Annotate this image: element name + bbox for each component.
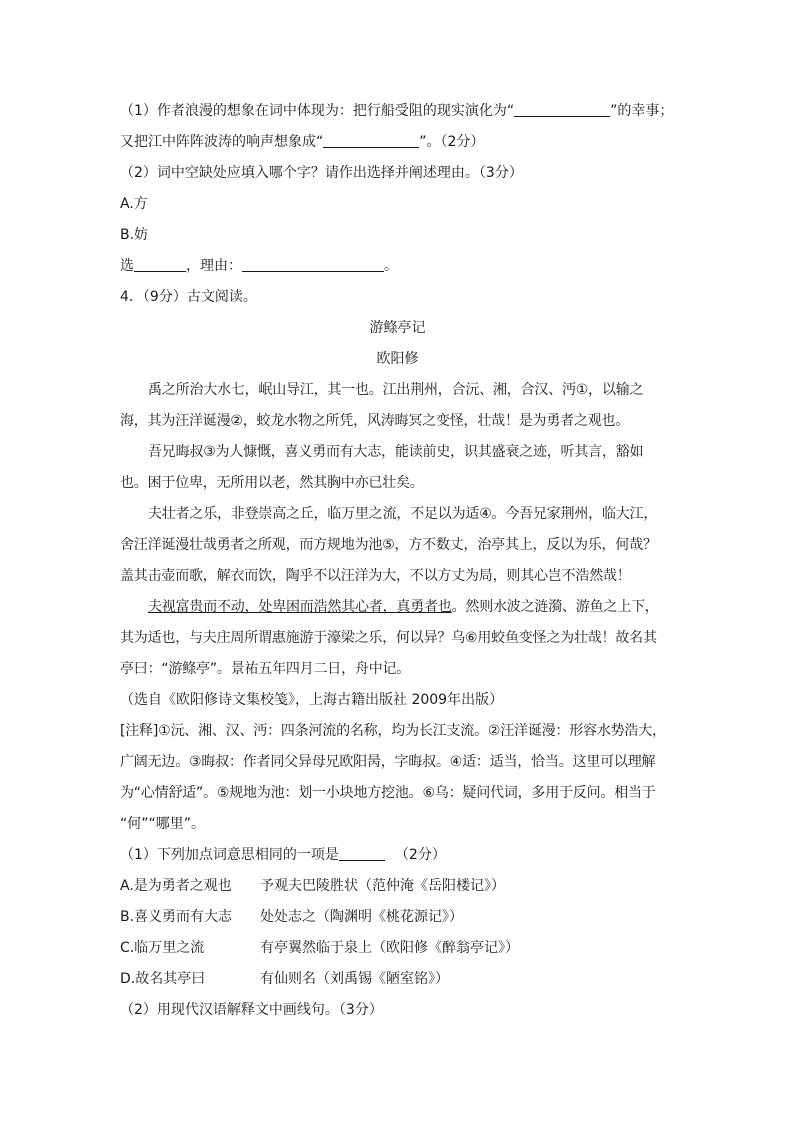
period: 。 [384, 258, 398, 274]
note-line: 广阔无边。③晦叔：作者同父异母兄欧阳昺，字晦叔。④适：适当，恰当。这里可以理解 [120, 754, 656, 770]
paragraph-3-line: 夫壮者之乐，非登崇高之丘，临万里之流，不足以为适④。今吾兄家荆州，临大江， [148, 506, 658, 522]
option-row[interactable] [120, 933, 675, 964]
q2-option-a: A.方 [120, 196, 148, 212]
answer-label: 选 [120, 258, 134, 274]
option-left: C.临万里之流 [120, 940, 205, 956]
q4-heading: 4．（9分）古文阅读。 [120, 289, 257, 305]
q1-line-2 [120, 127, 675, 158]
paragraph-1-line: 禹之所治大水七，岷山导江，其一也。江出荆州，合沅、湘，合汉、沔①，以输之 [148, 382, 644, 398]
reason-blank[interactable] [242, 256, 384, 272]
note-line: “何”“哪里”。 [120, 816, 206, 832]
paragraph-2-line: 也。困于位卑，无所用以老，然其胸中亦已壮矣。 [120, 475, 424, 491]
paragraph-4-line: 亭曰：“游鲦亭”。景祐五年四月二日，舟中记。 [120, 661, 411, 677]
answer-blank[interactable] [339, 845, 385, 861]
option-right: 处处志之（陶渊明《桃花源记》） [260, 909, 463, 925]
score-text: （2分） [394, 847, 446, 863]
q2-answer-line [120, 251, 675, 282]
sub-question-2: （2）用现代汉语解释文中画线句。（3分） [120, 1002, 383, 1018]
option-right: 予观夫巴陵胜状（范仲淹《岳阳楼记》） [260, 878, 505, 894]
source-citation: （选自《欧阳修诗文集校笺》，上海古籍出版社 2009年出版） [120, 692, 504, 708]
sub-question-1 [120, 840, 675, 871]
question-text: （1）下列加点词意思相同的一项是 [120, 847, 339, 863]
option-right: 有仙则名（刘禹锡《陋室铭》） [260, 971, 449, 987]
option-row[interactable] [120, 871, 675, 902]
q2-prompt: （2）词中空缺处应填入哪个字？请作出选择并阐述理由。（3分） [120, 165, 523, 181]
q1-line-1 [120, 96, 675, 127]
paragraph-2-line: 吾兄晦叔③为人慷慨，喜义勇而有大志，能读前史，识其盛衰之迹，听其言，豁如 [148, 444, 644, 460]
exam-page [120, 96, 675, 1026]
q1-text: 又把江中阵阵波涛的响声想象成“ [120, 134, 324, 150]
option-right: 有亭翼然临于泉上（欧阳修《醉翁亭记》） [260, 940, 519, 956]
reason-label: ，理由： [186, 258, 242, 274]
paragraph-4-line: 其为适也，与夫庄周所谓惠施游于濠梁之乐，何以异？乌⑥用蛟鱼变怪之为壮哉！故名其 [120, 630, 657, 646]
paragraph-4-line [120, 592, 675, 623]
option-row[interactable] [120, 964, 675, 995]
paragraph-text: 。然则水波之涟漪、游鱼之上下， [451, 599, 659, 615]
paragraph-3-line: 舍汪洋诞漫壮哉勇者之所观，而方规地为池⑤，方不数丈，治亭其上，反以为乐，何哉？ [120, 537, 657, 553]
q1-text: （1）作者浪漫的想象在词中体现为：把行船受阻的现实演化为“ [120, 103, 515, 119]
essay-author: 欧阳修 [376, 351, 419, 367]
q2-option-b: B.妨 [120, 227, 149, 243]
option-left: B.喜义勇而有大志 [120, 909, 233, 925]
note-line: [注释]①沅、湘、汉、沔：四条河流的名称，均为长江支流。②汪洋诞漫：形容水势浩大， [120, 723, 666, 739]
answer-blank[interactable] [514, 101, 610, 117]
option-list [120, 871, 675, 995]
note-line: 为“心情舒适”。⑤规地为池：划一小块地方挖池。⑥乌：疑问代词，多用于反问。相当于 [120, 785, 656, 801]
essay-title: 游鲦亭记 [369, 320, 426, 336]
option-left: D.故名其亭曰 [120, 971, 206, 987]
option-row[interactable] [120, 902, 675, 933]
paragraph-3-line: 盖其击壶而歌，解衣而饮，陶乎不以汪洋为大，不以方丈为局，则其心岂不浩然哉！ [120, 568, 631, 584]
underlined-sentence: 夫视富贵而不动，处卑困而浩然其心者，真勇者也 [148, 599, 452, 615]
option-left: A.是为勇者之观也 [120, 878, 232, 894]
answer-blank[interactable] [323, 132, 419, 148]
q1-text: ”。（2分） [419, 134, 485, 150]
paragraph-1-line: 海，其为汪洋诞漫②，蛟龙水物之所凭，风涛晦冥之变怪，壮哉！是为勇者之观也。 [120, 413, 630, 429]
choice-blank[interactable] [134, 256, 186, 272]
q1-text: ”的幸事； [610, 103, 674, 119]
